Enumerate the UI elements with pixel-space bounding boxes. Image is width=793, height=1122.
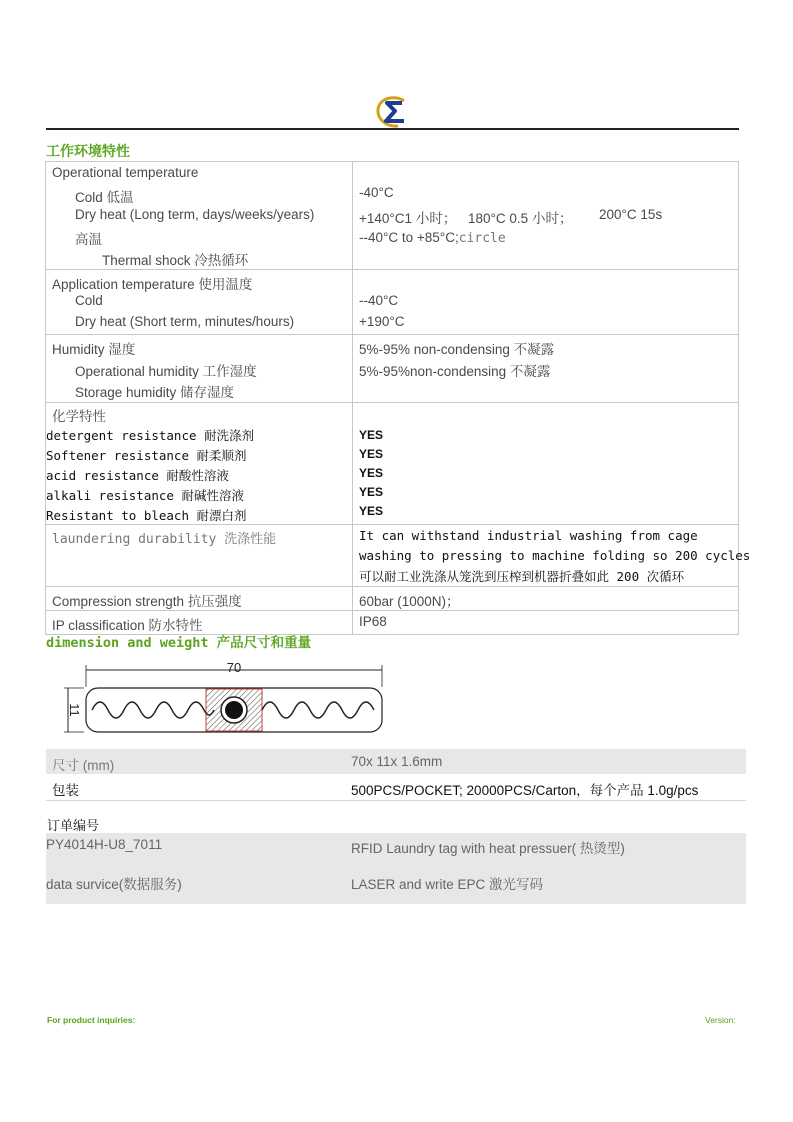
footer-version: Version:	[705, 1015, 736, 1025]
chemical-item-label: detergent resistance 耐洗涤剂	[46, 428, 255, 443]
thermal-shock-value: --40°C to +85°C;circle	[359, 230, 506, 246]
chemical-item-value: YES	[359, 447, 384, 461]
ip-label: IP classification 防水特性	[52, 618, 203, 633]
app-cold-value: --40°C	[359, 293, 399, 308]
data-service: data survice(数据服务)	[46, 877, 182, 892]
chemical-header: 化学特性	[52, 409, 106, 424]
cold-label: Cold 低温	[75, 190, 134, 205]
size-value: 70x 11x 1.6mm	[351, 754, 443, 769]
dry-heat-value-c: 200°C 15s	[599, 207, 663, 222]
laundering-line: It can withstand industrial washing from cage	[359, 528, 698, 543]
chemical-item-label: alkali resistance 耐碱性溶液	[46, 488, 244, 503]
order-title: 订单编号	[47, 818, 100, 833]
table-row	[46, 335, 739, 403]
table-row	[46, 270, 739, 335]
height-dimension-label: 11	[67, 703, 82, 717]
data-service-desc: LASER and write EPC 激光写码	[351, 877, 544, 892]
order-block	[46, 833, 746, 904]
dry-heat-value-b: 180°C 0.5 小时；	[468, 211, 573, 226]
table-row	[46, 403, 739, 525]
storage-humidity-label: Storage humidity 储存湿度	[75, 385, 235, 400]
dry-heat-label: Dry heat (Long term, days/weeks/years)	[75, 207, 315, 222]
company-logo	[374, 95, 414, 129]
chemical-item-label: Softener resistance 耐柔顺剂	[46, 448, 247, 463]
humidity-header: Humidity 湿度	[52, 342, 136, 357]
dry-heat-label-cn: 高温	[75, 232, 102, 247]
footer-inquiries: For product inquiries:	[47, 1015, 136, 1025]
packing-label: 包装	[52, 783, 79, 798]
laundering-label: laundering durability 洗涤性能	[52, 532, 277, 547]
packing-row	[46, 774, 746, 801]
section-title: 工作环境特性	[46, 144, 130, 160]
compression-value: 60bar (1000N)；	[359, 594, 460, 609]
app-dry-label: Dry heat (Short term, minutes/hours)	[75, 314, 295, 329]
chemical-item-label: Resistant to bleach 耐漂白剂	[46, 508, 247, 523]
cold-value: -40°C	[359, 185, 394, 200]
ip-value: IP68	[359, 614, 387, 629]
humidity-value: 5%-95% non-condensing 不凝露	[359, 342, 555, 357]
order-code: PY4014H-U8_7011	[46, 837, 163, 852]
app-dry-value: +190°C	[359, 314, 405, 329]
width-dimension-label: 70	[226, 660, 242, 675]
operational-header: Operational temperature	[52, 165, 199, 180]
app-cold-label: Cold	[75, 293, 103, 308]
operational-humidity-value: 5%-95%non-condensing 不凝露	[359, 364, 551, 379]
tag-drawing	[56, 660, 386, 740]
chemical-item-value: YES	[359, 428, 384, 442]
table-row	[46, 525, 739, 587]
size-label: 尺寸 (mm)	[52, 758, 115, 773]
spec-table	[45, 161, 751, 635]
table-row	[46, 587, 739, 611]
header-rule	[46, 128, 739, 130]
dimension-title: dimension and weight 产品尺寸和重量	[46, 635, 312, 651]
laundering-line: 可以耐工业洗涤从笼洗到压榨到机器折叠如此 200 次循环	[359, 569, 685, 584]
dry-heat-value-a: +140°C1 小时；	[359, 211, 457, 226]
compression-label: Compression strength 抗压强度	[52, 594, 242, 609]
size-row	[46, 749, 746, 774]
operational-humidity-label: Operational humidity 工作湿度	[75, 364, 257, 379]
chemical-item-label: acid resistance 耐酸性溶液	[46, 468, 229, 483]
chemical-item-value: YES	[359, 485, 384, 499]
laundering-line: washing to pressing to machine folding so 200 cycles	[359, 548, 751, 563]
chemical-item-value: YES	[359, 466, 384, 480]
chemical-item-value: YES	[359, 504, 384, 518]
application-header: Application temperature 使用温度	[52, 277, 253, 292]
thermal-shock-label: Thermal shock 冷热循环	[102, 253, 249, 268]
table-row	[46, 162, 739, 270]
order-code-desc: RFID Laundry tag with heat pressuer( 热烫型)	[351, 841, 625, 856]
packing-value: 500PCS/POCKET; 20000PCS/Carton，每个产品 1.0g/pcs	[351, 783, 699, 798]
